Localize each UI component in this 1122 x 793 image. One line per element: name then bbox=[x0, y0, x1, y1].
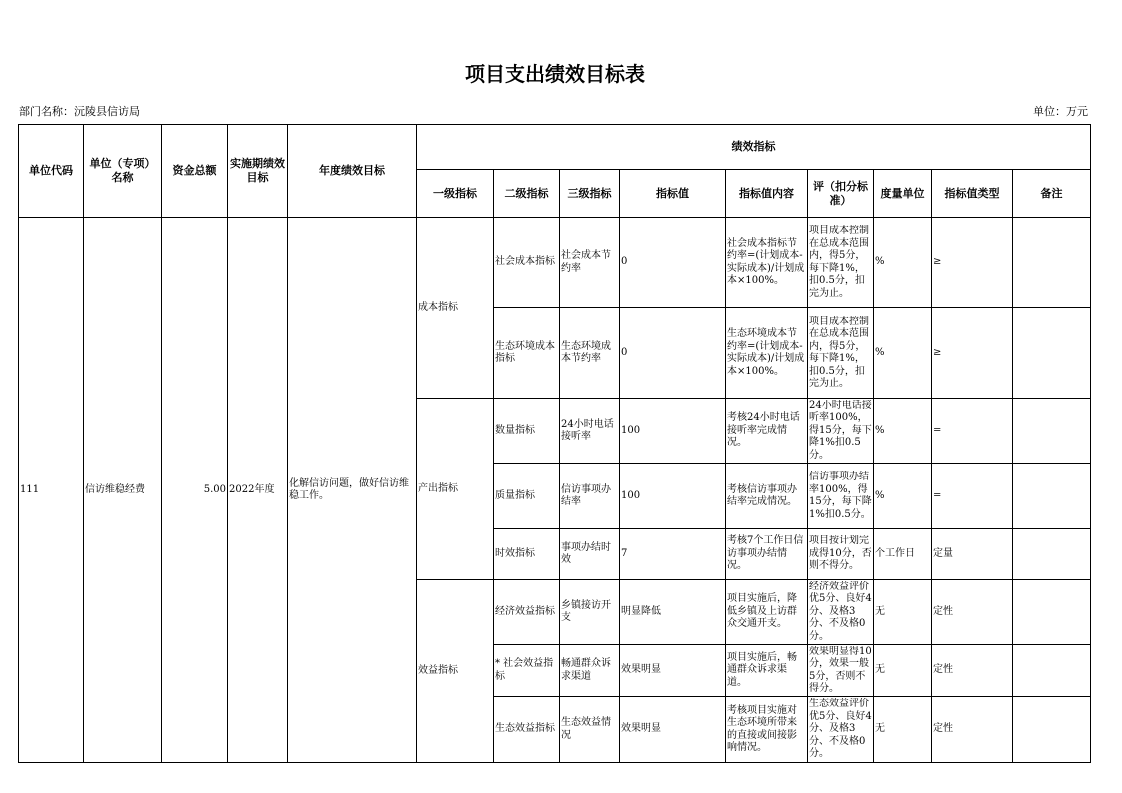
cell-content: 考核24小时电话接听率完成情况。 bbox=[726, 399, 808, 464]
header-unit-code: 单位代码 bbox=[19, 125, 84, 218]
cell-unit: 个工作日 bbox=[874, 529, 932, 580]
header-performance-indicators: 绩效指标 bbox=[417, 125, 1091, 170]
cell-note bbox=[1013, 645, 1091, 697]
cell-l2: 社会成本指标 bbox=[494, 218, 560, 308]
header-scoring: 评（扣分标准） bbox=[808, 170, 874, 218]
cell-note bbox=[1013, 399, 1091, 464]
cell-content: 生态环境成本节约率=(计划成本-实际成本)/计划成本×100%。 bbox=[726, 308, 808, 399]
cell-content: 考核7个工作日信访事项办结情况。 bbox=[726, 529, 808, 580]
cell-note bbox=[1013, 218, 1091, 308]
cell-content: 考核信访事项办结率完成情况。 bbox=[726, 464, 808, 529]
cell-score bbox=[808, 529, 874, 580]
cell-l3: 生态效益情况 bbox=[560, 697, 620, 763]
score-text: 经济效益评价优5分、良好4分、及格3分、不及格0分。 bbox=[809, 580, 872, 642]
score-text: 生态效益评价优5分、良好4分、及格3分、不及格0分。 bbox=[809, 698, 872, 760]
cell-l3: 生态环境成本节约率 bbox=[560, 308, 620, 399]
header-level1: 一级指标 bbox=[417, 170, 494, 218]
group-cost: 成本指标 bbox=[417, 218, 494, 399]
page-title: 项目支出绩效目标表 bbox=[465, 62, 645, 86]
cell-type: ≥ bbox=[932, 218, 1013, 308]
cell-l2: 时效指标 bbox=[494, 529, 560, 580]
score-text: 项目成本控制在总成本范围内，得5分，每下降1%，扣0.5分，扣完为止。 bbox=[809, 225, 869, 299]
unit-label: 单位：万元 bbox=[1033, 105, 1088, 118]
cell-l3: 事项办结时效 bbox=[560, 529, 620, 580]
cell-type: 定性 bbox=[932, 645, 1013, 697]
header-remarks: 备注 bbox=[1013, 170, 1091, 218]
cell-l3: 畅通群众诉求渠道 bbox=[560, 645, 620, 697]
cell-type: 定性 bbox=[932, 697, 1013, 763]
cell-score bbox=[808, 697, 874, 763]
header-annual-target: 年度绩效目标 bbox=[288, 125, 417, 218]
cell-score bbox=[808, 218, 874, 308]
cell-type: ≥ bbox=[932, 308, 1013, 399]
cell-value: 效果明显 bbox=[620, 697, 726, 763]
cell-score bbox=[808, 464, 874, 529]
cell-value: 100 bbox=[620, 399, 726, 464]
cell-type: = bbox=[932, 464, 1013, 529]
cell-content: 考核项目实施对生态环境所带来的直接或间接影响情况。 bbox=[726, 697, 808, 763]
score-text: 效果明显得10分，效果一般5分，否则不得分。 bbox=[809, 645, 872, 694]
group-benefit: 效益指标 bbox=[417, 580, 494, 763]
cell-content: 项目实施后，降低乡镇及上访群众交通开支。 bbox=[726, 580, 808, 645]
cell-score bbox=[808, 399, 874, 464]
project-annual-goal: 化解信访问题，做好信访维稳工作。 bbox=[288, 218, 417, 763]
cell-value: 明显降低 bbox=[620, 580, 726, 645]
cell-l3: 乡镇接访开支 bbox=[560, 580, 620, 645]
cell-l2: 生态环境成本指标 bbox=[494, 308, 560, 399]
score-text: 项目成本控制在总成本范围内，得5分，每下降1%，扣0.5分，扣完为止。 bbox=[809, 315, 869, 389]
header-unit-measure: 度量单位 bbox=[874, 170, 932, 218]
cell-score bbox=[808, 308, 874, 399]
score-text: 项目按计划完成得10分，否则不得分。 bbox=[809, 535, 872, 572]
cell-value: 0 bbox=[620, 308, 726, 399]
cell-note bbox=[1013, 464, 1091, 529]
cell-type: = bbox=[932, 399, 1013, 464]
cell-unit: % bbox=[874, 308, 932, 399]
cell-note bbox=[1013, 308, 1091, 399]
cell-value: 0 bbox=[620, 218, 726, 308]
header-level2: 二级指标 bbox=[494, 170, 560, 218]
cell-content: 社会成本指标节约率=(计划成本-实际成本)/计划成本×100%。 bbox=[726, 218, 808, 308]
group-output: 产出指标 bbox=[417, 399, 494, 580]
cell-l3: 信访事项办结率 bbox=[560, 464, 620, 529]
project-funds: 5.00 bbox=[162, 218, 228, 763]
header-indicator-content: 指标值内容 bbox=[726, 170, 808, 218]
cell-l2: 数量指标 bbox=[494, 399, 560, 464]
cell-note bbox=[1013, 529, 1091, 580]
cell-type: 定量 bbox=[932, 529, 1013, 580]
performance-table bbox=[18, 124, 1091, 763]
header-value-type: 指标值类型 bbox=[932, 170, 1013, 218]
cell-content: 项目实施后，畅通群众诉求渠道。 bbox=[726, 645, 808, 697]
header-unit-name: 单位（专项）名称 bbox=[84, 125, 162, 218]
cell-type: 定性 bbox=[932, 580, 1013, 645]
cell-l3: 24小时电话接听率 bbox=[560, 399, 620, 464]
cell-l2: * 社会效益指标 bbox=[494, 645, 560, 697]
cell-score bbox=[808, 580, 874, 645]
cell-unit: % bbox=[874, 218, 932, 308]
cell-l3: 社会成本节约率 bbox=[560, 218, 620, 308]
cell-unit: % bbox=[874, 464, 932, 529]
cell-l2: 生态效益指标 bbox=[494, 697, 560, 763]
cell-unit: % bbox=[874, 399, 932, 464]
project-code: 111 bbox=[19, 218, 84, 763]
cell-value: 100 bbox=[620, 464, 726, 529]
cell-note bbox=[1013, 580, 1091, 645]
cell-unit: 无 bbox=[874, 645, 932, 697]
cell-l2: 经济效益指标 bbox=[494, 580, 560, 645]
score-text: 信访事项办结率100%，得15分，每下降1%扣0.5分。 bbox=[809, 471, 872, 520]
department-name: 部门名称：沅陵县信访局 bbox=[19, 105, 140, 118]
header-indicator-value: 指标值 bbox=[620, 170, 726, 218]
cell-note bbox=[1013, 697, 1091, 763]
cell-value: 7 bbox=[620, 529, 726, 580]
project-name: 信访维稳经费 bbox=[84, 218, 162, 763]
cell-value: 效果明显 bbox=[620, 645, 726, 697]
cell-unit: 无 bbox=[874, 697, 932, 763]
header-total-funds: 资金总额 bbox=[162, 125, 228, 218]
cell-unit: 无 bbox=[874, 580, 932, 645]
cell-l2: 质量指标 bbox=[494, 464, 560, 529]
header-level3: 三级指标 bbox=[560, 170, 620, 218]
header-period-target: 实施期绩效目标 bbox=[228, 125, 288, 218]
table-row bbox=[19, 218, 1091, 308]
score-text: 24小时电话接听率100%，得15分，每下降1%扣0.5分。 bbox=[809, 399, 872, 461]
project-period: 2022年度 bbox=[228, 218, 288, 763]
cell-score bbox=[808, 645, 874, 697]
